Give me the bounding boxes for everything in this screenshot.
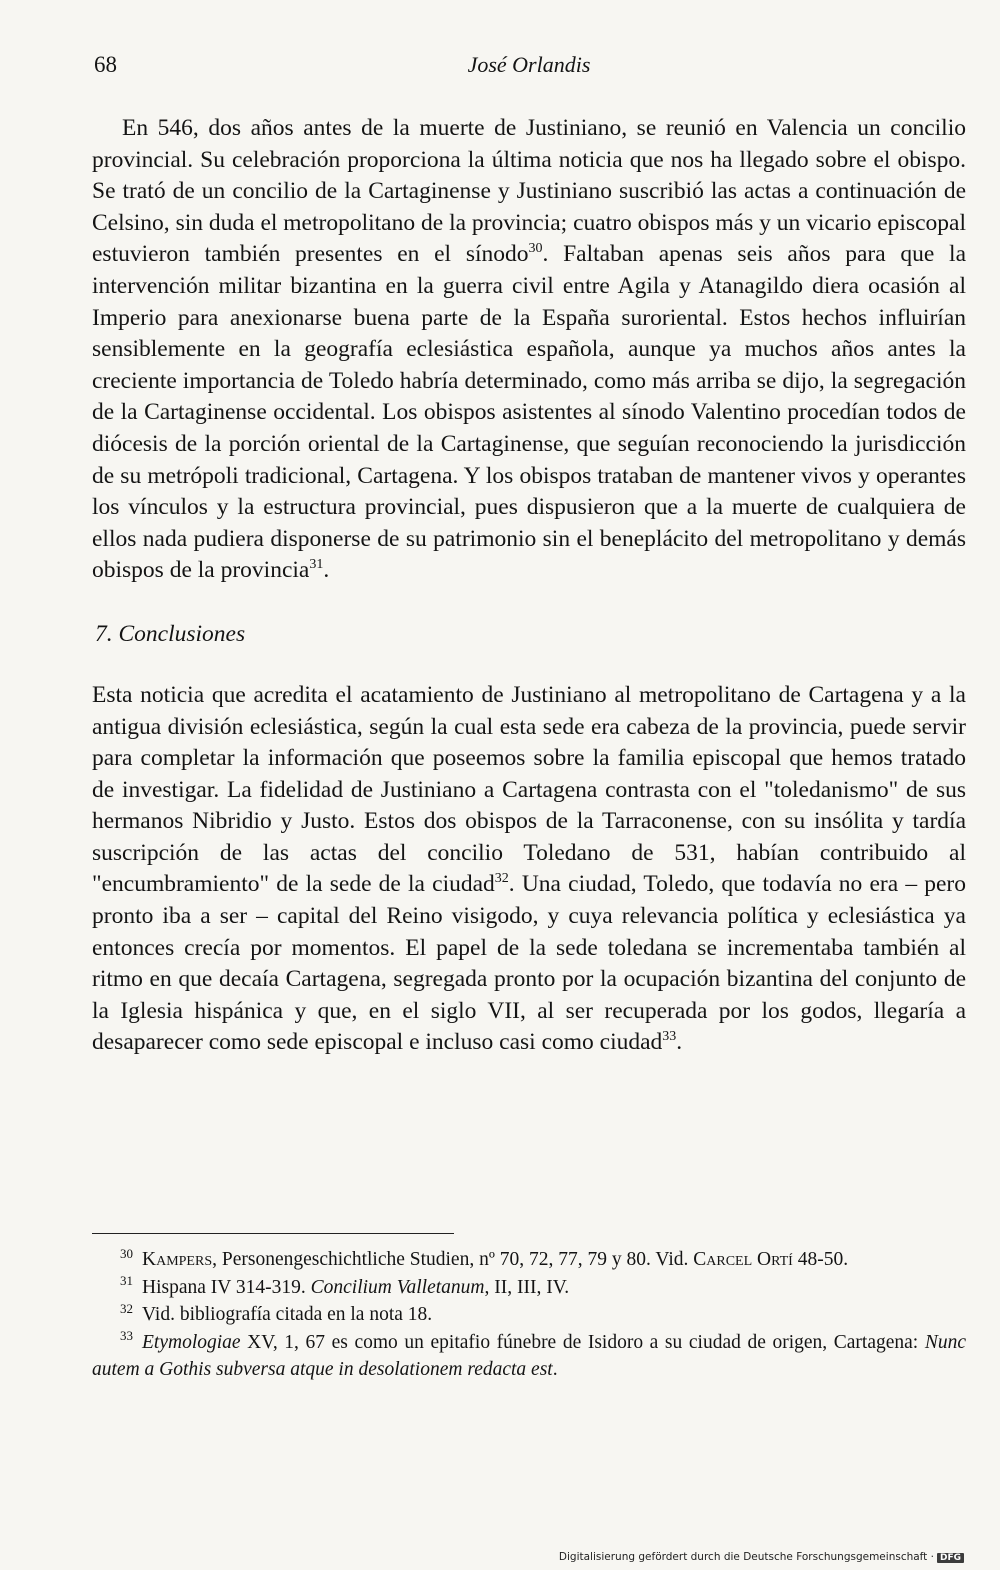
text-run: En 546, dos años antes de la muerte de Justiniano, se reunió en Valencia un concilio provincial. Su celebración proporciona la última noticia que nos ha llegado sobre el obispo. Se trató de un concilio de la Cartaginense y Justiniano suscribió las actas a continuación de Celsino, sin duda el metropolitano de la provincia; cuatro obispos más y un vicario episcopal estuvieron también presentes en el sínodo — [92, 115, 966, 268]
text-run: Esta noticia que acredita el acatamiento de Justiniano al metropolitano de Cartagena y a la antigua división eclesiástica, según la cual esta sede era cabeza de la provincia, puede servir para completar la información que poseemos sobre la familia episcopal que hemos tratado de investigar. La fidelidad de Justiniano a Cartagena contrasta con el "toledanismo" de sus hermanos Nibridio y Justo. Estos dos obispos de la Tarraconense, con su insólita y tardía suscripción de las actas del concilio Toledano de 531, habían contribuido al "encumbramiento" de la sede de la ciudad — [92, 681, 966, 898]
footnote-ref: 30 — [528, 241, 543, 257]
page-header — [92, 52, 966, 84]
paragraph — [92, 680, 966, 1059]
credit-text: Digitalisierung gefördert durch die Deutsche Forschungsgemeinschaft · — [558, 1551, 934, 1563]
footnote-divider — [92, 1233, 454, 1234]
text-run: , Personengeschichtliche Studien, nº 70, 72, 77, 79 y 80. Vid. — [212, 1249, 694, 1270]
text-run: . Una ciudad, Toledo, que todavía no era – pero pronto iba a ser – capital del Reino visigodo, y cuya relevancia política y eclesiástica ya entonces crecía por momentos. El papel de la sede toledana se incrementaba también al ritmo en que decaía Cartagena, segregada pronto por la ocupación bizantina del conjunto de la Iglesia hispánica y que, en el siglo VII, al ser recuperada por los godos, llegaría a desaparecer como sede episcopal e incluso casi como ciudad — [92, 871, 966, 1056]
work-title: Etymologiae — [142, 1331, 241, 1353]
footnote-ref: 33 — [662, 1029, 677, 1045]
footnotes — [92, 1246, 966, 1384]
footnote-ref: 31 — [309, 557, 324, 573]
text-run: , II, III, IV. — [484, 1276, 570, 1298]
text-run: 48-50. — [792, 1249, 849, 1270]
text-run: . Faltaban apenas seis años para que la intervención militar bizantina en la guerra civil entre Agila y Atanagildo diera ocasión al Imperio para anexionarse buena parte de la España suroriental. Estos hechos influirían sensiblemente en la geografía eclesiástica española, aunque ya muchos años antes la creciente importancia de Toledo habría determinado, como más arriba se dijo, la segregación de la Cartaginense occidental. Los obispos asistentes al sínodo Valentino procedían todos de diócesis de la porción oriental de la Cartaginense, que seguían reconociendo la jurisdicción de su metrópoli tradicional, Cartagena. Y los obispos trataban de mantener vivos y operantes los vínculos y la estructura provincial, pues dispusieron que a la muerte de cualquiera de ellos nada pudiera disponerse de su patrimonio sin el beneplácito del metropolitano y demás obispos de la provincia — [92, 241, 966, 584]
text-run: Vid. bibliografía citada en la nota 18. — [142, 1304, 433, 1326]
author-name: Kampers — [142, 1249, 213, 1270]
latin-quote: Nunc autem a Gothis subversa atque in desolationem redacta est — [92, 1331, 966, 1381]
text-run: Hispana IV 314-319. — [142, 1276, 311, 1298]
running-head: José Orlandis — [467, 52, 591, 77]
section-heading: 7. Conclusiones — [95, 620, 246, 647]
work-title: Concilium Valletanum — [310, 1276, 485, 1298]
footnote: 33 Etymologiae XV, 1, 67 es como un epitafio fúnebre de Isidoro a su ciudad de origen, Cartagena: Nunc autem a Gothis subversa atque in desolationem redacta est. — [92, 1328, 966, 1381]
author-name: Carcel Ortí — [693, 1249, 793, 1270]
paragraph — [92, 113, 966, 587]
footnote-ref: 32 — [494, 871, 509, 887]
footnote: 32 Vid. bibliografía citada en la nota 18. — [120, 1300, 433, 1326]
digitization-credit — [559, 1551, 964, 1563]
page-number: 68 — [94, 52, 117, 77]
text-run: . — [676, 1029, 683, 1056]
main-text — [92, 113, 966, 1059]
text-run: XV, 1, 67 es como un epitafio fúnebre de Isidoro a su ciudad de origen, Cartagena: — [240, 1331, 925, 1353]
footnote: 31 Hispana IV 314-319. Concilium Valletanum, II, III, IV. — [120, 1273, 570, 1298]
dfg-logo: DFG — [937, 1553, 964, 1563]
footnote: 30 Kampers, Personengeschichtliche Studien, nº 70, 72, 77, 79 y 80. Vid. Carcel Ortí 48-50. — [120, 1245, 849, 1270]
text-run: . — [323, 557, 330, 584]
text-run: . — [552, 1359, 558, 1381]
